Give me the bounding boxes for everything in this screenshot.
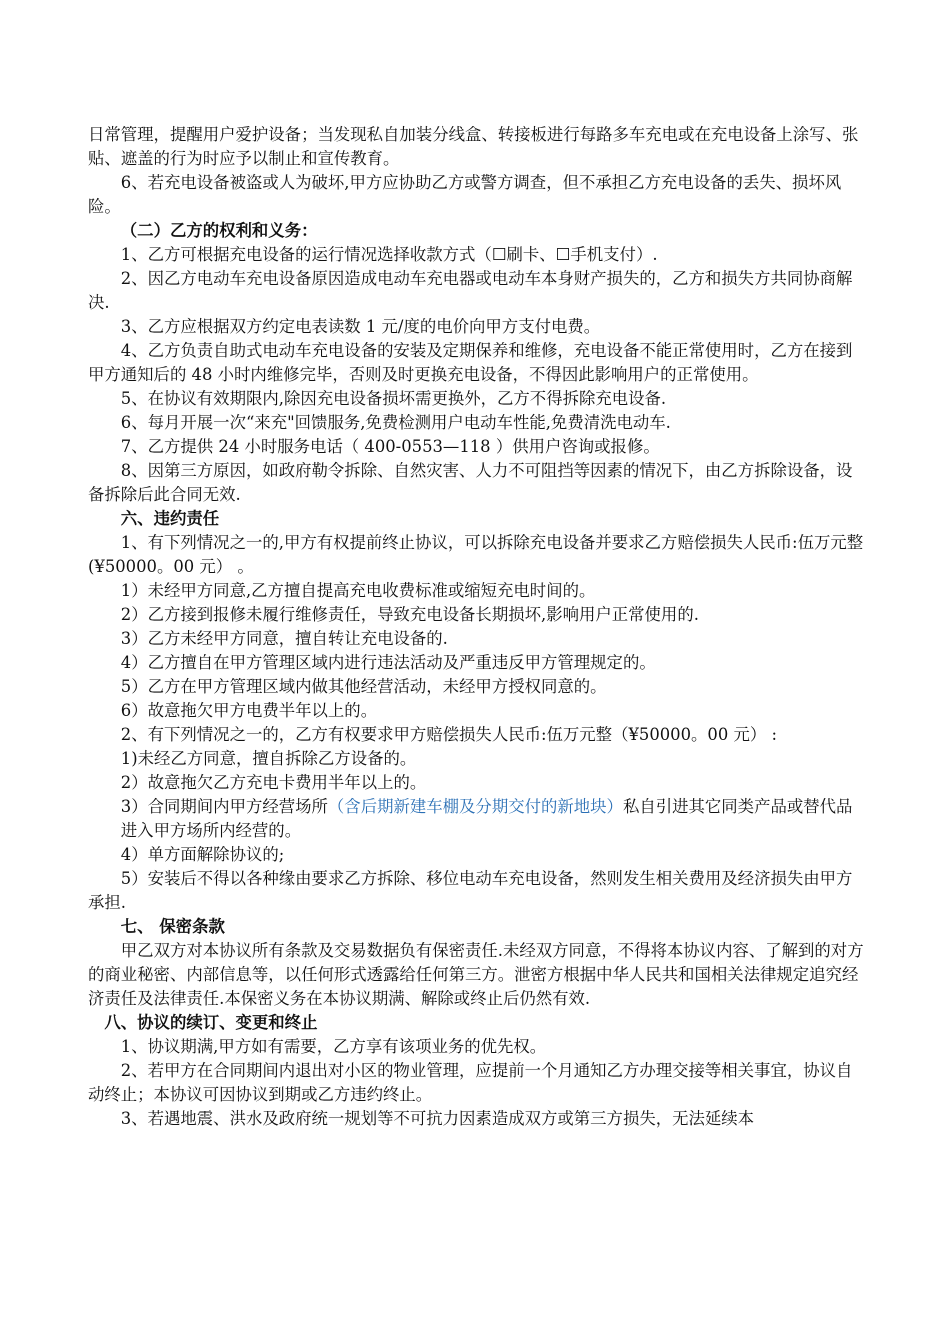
- clause-b-6: 6、每月开展一次“来充"回馈服务,免费检测用户电动车性能,免费清洗电动车.: [120, 413, 671, 432]
- breach-item-1-2: 2）乙方接到报修未履行维修责任，导致充电设备长期损坏,影响用户正常使用的.: [120, 605, 699, 624]
- breach-item-2-2: 2）故意拖欠乙方充电卡费用半年以上的。: [120, 773, 427, 792]
- breach-item-1-6: 6）故意拖欠甲方电费半年以上的。: [120, 701, 378, 720]
- breach-item-2-3-before: 3）合同期间内甲方经营场所: [120, 797, 328, 816]
- clause-b-2: 2、因乙方电动车充电设备原因造成电动车充电器或电动车本身财产损失的，乙方和损失方共同协商解决.: [88, 269, 853, 312]
- clause-b-3: 3、乙方应根据双方约定电表读数 1 元/度的电价向甲方支付电费。: [120, 317, 601, 336]
- clause-a-6: 6、若充电设备被盗或人为破坏,甲方应协助乙方或警方调查，但不承担乙方充电设备的丢失、损坏风险。: [88, 173, 842, 216]
- clause-b-4: 4、乙方负责自助式电动车充电设备的安装及定期保养和维修，充电设备不能正常使用时，乙方在接到甲方通知后的 48 小时内维修完毕，否则及时更换充电设备，不得因此影响用户的正常使用。: [88, 341, 853, 384]
- section-heading-confidentiality: 七、 保密条款: [120, 917, 225, 936]
- breach-clause-2: 2、有下列情况之一的，乙方有权要求甲方赔偿损失人民币:伍万元整（¥50000。00 元） :: [120, 725, 778, 744]
- breach-clause-1: 1、有下列情况之一的,甲方有权提前终止协议，可以拆除充电设备并要求乙方赔偿损失人民币:伍万元整(¥50000。00 元） 。: [88, 533, 864, 576]
- breach-item-1-1: 1）未经甲方同意,乙方擅自提高充电收费标准或缩短充电时间的。: [120, 581, 596, 600]
- clause-b-8: 8、因第三方原因，如政府勒令拆除、自然灾害、人力不可阻挡等因素的情况下，由乙方拆除设备，设备拆除后此合同无效.: [88, 461, 853, 504]
- paragraph-daily-management: 日常管理，提醒用户爱护设备；当发现私自加装分线盒、转接板进行每路多车充电或在充电设备上涂写、张贴、遮盖的行为时应予以制止和宣传教育。: [88, 125, 859, 168]
- section-heading-renewal: 八、协议的续订、变更和终止: [104, 1013, 318, 1032]
- breach-item-2-5: 5）安装后不得以各种缘由要求乙方拆除、移位电动车充电设备，然则发生相关费用及经济损失由甲方承担.: [88, 869, 853, 912]
- section-heading-party-b: （二）乙方的权利和义务：: [120, 221, 318, 240]
- section-heading-breach: 六、违约责任: [120, 509, 220, 528]
- breach-item-2-3-after: 私自引进其它同类产品或替代品进入甲方场所内经营的。: [120, 797, 853, 840]
- clause-b-5: 5、在协议有效期限内,除因充电设备损坏需更换外，乙方不得拆除充电设备.: [120, 389, 667, 408]
- breach-item-2-3-paren: （含后期新建车棚及分期交付的新地块）: [327, 797, 623, 816]
- clause-b-7: 7、乙方提供 24 小时服务电话（ 400-0553—118 ）供用户咨询或报修。: [120, 437, 660, 456]
- renewal-clause-2: 2、若甲方在合同期间内退出对小区的物业管理，应提前一个月通知乙方办理交接等相关事宜，协议自动终止；本协议可因协议到期或乙方违约终止。: [88, 1061, 853, 1104]
- confidentiality-paragraph: 甲乙双方对本协议所有条款及交易数据负有保密责任.未经双方同意，不得将本协议内容、了解到的对方的商业秘密、内部信息等，以任何形式透露给任何第三方。泄密方根据中华人民共和国相关法律规定追究经济责任及法律责任.本保密义务在本协议期满、解除或终止后仍然有效.: [88, 941, 864, 1008]
- breach-item-1-3: 3）乙方未经甲方同意，擅自转让充电设备的.: [120, 629, 448, 648]
- document-page: [88, 123, 868, 1131]
- renewal-clause-1: 1、协议期满,甲方如有需要，乙方享有该项业务的优先权。: [120, 1037, 547, 1056]
- clause-b-1: 1、乙方可根据充电设备的运行情况选择收款方式（☐刷卡、☐手机支付）.: [120, 245, 658, 264]
- breach-item-2-1: 1)未经乙方同意，擅自拆除乙方设备的。: [120, 749, 417, 768]
- renewal-clause-3: 3、若遇地震、洪水及政府统一规划等不可抗力因素造成双方或第三方损失，无法延续本: [120, 1109, 755, 1128]
- breach-item-1-5: 5）乙方在甲方管理区域内做其他经营活动，未经甲方授权同意的。: [120, 677, 607, 696]
- breach-item-2-3: [88, 795, 868, 843]
- breach-item-2-4: 4）单方面解除协议的;: [120, 845, 285, 864]
- breach-item-1-4: 4）乙方擅自在甲方管理区域内进行违法活动及严重违反甲方管理规定的。: [120, 653, 656, 672]
